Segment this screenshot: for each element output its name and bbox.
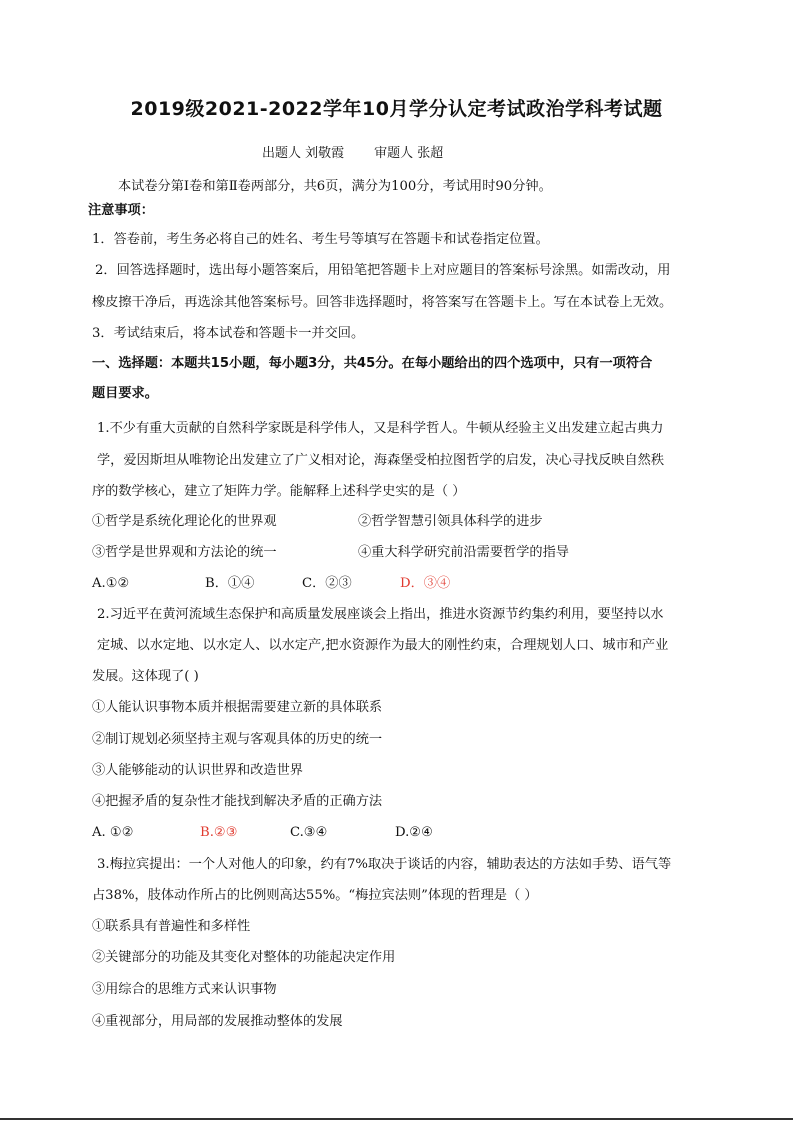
question-2-statement-3: ③人能够能动的认识世界和改造世界	[92, 763, 303, 778]
question-1-option-c: C．②③	[302, 576, 352, 591]
intro-text: 本试卷分第Ⅰ卷和第Ⅱ卷两部分，共6页，满分为100分，考试用时90分钟。	[118, 179, 552, 194]
reviewer-label: 审题人 张超	[374, 146, 444, 161]
page-bottom-rule	[0, 1118, 793, 1120]
question-1-line-2: 学，爱因斯坦从唯物论出发建立了广义相对论，海森堡受柏拉图哲学的启发，决心寻找反映自然秩	[97, 453, 665, 468]
question-3-line-2: 占38%，肢体动作所占的比例则高达55%。“梅拉宾法则”体现的哲理是（ ）	[92, 888, 538, 903]
question-1-statement-2: ②哲学智慧引领具体科学的进步	[358, 514, 543, 529]
question-1-option-b: B．①④	[205, 576, 255, 591]
question-3-statement-2: ②关键部分的功能及其变化对整体的功能起决定作用	[92, 950, 396, 965]
question-2-statement-2: ②制订规划必须坚持主观与客观具体的历史的统一	[92, 732, 383, 747]
question-1-option-d: D．③④	[400, 576, 451, 591]
author-line	[262, 142, 443, 161]
question-3-line-1: 3.梅拉宾提出：一个人对他人的印象，约有7%取决于谈话的内容，辅助表达的方法如手势、语气等	[97, 857, 672, 872]
question-1-statement-4: ④重大科学研究前沿需要哲学的指导	[358, 545, 569, 560]
question-2-line-3: 发展。这体现了( )	[92, 669, 199, 684]
question-2-line-1: 2.习近平在黄河流域生态保护和高质量发展座谈会上指出，推进水资源节约集约利用，要坚持以水	[97, 607, 664, 622]
note-item-3: 3．考试结束后，将本试卷和答题卡一并交回。	[92, 326, 365, 341]
exam-title: 2019级2021-2022学年10月学分认定考试政治学科考试题	[130, 98, 663, 120]
question-3-statement-1: ①联系具有普遍性和多样性	[92, 919, 251, 934]
question-1-statement-3: ③哲学是世界观和方法论的统一	[92, 545, 277, 560]
question-1-statement-1: ①哲学是系统化理论化的世界观	[92, 514, 277, 529]
question-3-statement-4: ④重视部分，用局部的发展推动整体的发展	[92, 1014, 343, 1029]
question-2-line-2: 定城、以水定地、以水定人、以水定产,把水资源作为最大的刚性约束，合理规划人口、城市和产业	[97, 638, 669, 653]
question-2-statement-4: ④把握矛盾的复杂性才能找到解决矛盾的正确方法	[92, 794, 383, 809]
note-item-2-line-1: 2．回答选择题时，选出每小题答案后，用铅笔把答题卡上对应题目的答案标号涂黑。如需改动，用	[95, 263, 671, 278]
question-2-statement-1: ①人能认识事物本质并根据需要建立新的具体联系	[92, 700, 383, 715]
note-item-2-line-2: 橡皮擦干净后，再选涂其他答案标号。回答非选择题时，将答案写在答题卡上。写在本试卷上无效。	[92, 295, 673, 310]
question-2-option-c: C.③④	[290, 825, 328, 840]
question-1-line-3: 序的数学核心，建立了矩阵力学。能解释上述科学史实的是（ ）	[92, 484, 466, 499]
question-1-option-a: A.①②	[92, 576, 130, 591]
note-item-1: 1．答卷前，考生务必将自己的姓名、考生号等填写在答题卡和试卷指定位置。	[92, 232, 549, 247]
section-1-heading-line-2: 题目要求。	[92, 386, 158, 401]
question-2-option-b: B.②③	[200, 825, 238, 840]
author-label: 出题人 刘敬霞	[262, 146, 345, 161]
question-2-option-a: A. ①②	[92, 825, 134, 840]
question-3-statement-3: ③用综合的思维方式来认识事物	[92, 982, 277, 997]
question-1-line-1: 1.不少有重大贡献的自然科学家既是科学伟人，又是科学哲人。牛顿从经验主义出发建立起古典力	[97, 421, 664, 436]
notes-heading: 注意事项：	[88, 203, 154, 218]
question-2-option-d: D.②④	[395, 825, 433, 840]
section-1-heading-line-1: 一、选择题：本题共15小题，每小题3分，共45分。在每小题给出的四个选项中，只有一项符合	[92, 356, 653, 371]
